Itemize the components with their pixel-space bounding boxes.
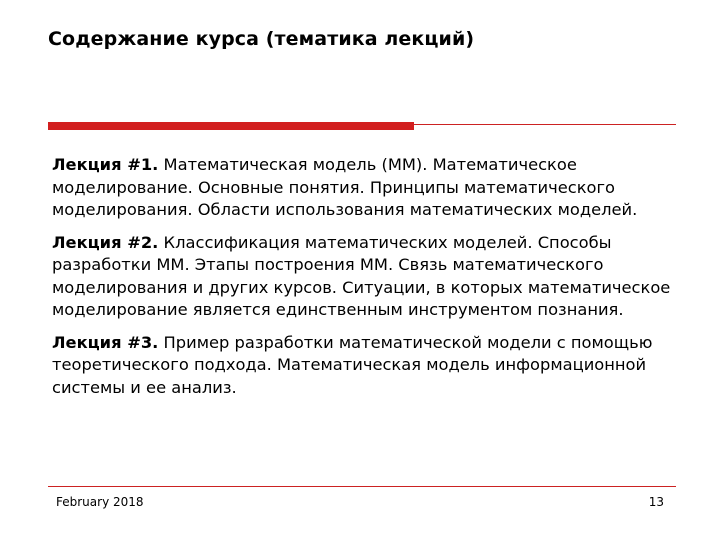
lecture-item-1 <box>52 154 682 222</box>
lecture-label: Лекция #3. <box>52 332 159 352</box>
slide-title: Содержание курса (тематика лекций) <box>48 28 475 50</box>
lecture-item-3 <box>52 332 682 400</box>
page-number: 13 <box>648 495 664 509</box>
title-divider-accent <box>48 122 414 130</box>
lecture-label: Лекция #2. <box>52 232 159 252</box>
lecture-description: Пример разработки математической модели с помощью теоретического подхода. Математическая модель информационной системы и ее анализ. <box>52 332 653 397</box>
footer-date: February 2018 <box>56 495 144 509</box>
lecture-list <box>52 154 682 409</box>
lecture-description: Классификация математических моделей. Способы разработки ММ. Этапы построения ММ. Связь математического моделирования и других курсов. Ситуации, в которых математическое моделирование является единственным инструментом познания. <box>52 232 671 319</box>
lecture-label: Лекция #1. <box>52 155 159 174</box>
lecture-description: Математическая модель (ММ). Математическое моделирование. Основные понятия. Принципы математического моделирования. Области использования математических моделей. <box>52 155 638 219</box>
lecture-item-2 <box>52 232 682 322</box>
footer-divider <box>48 486 676 487</box>
